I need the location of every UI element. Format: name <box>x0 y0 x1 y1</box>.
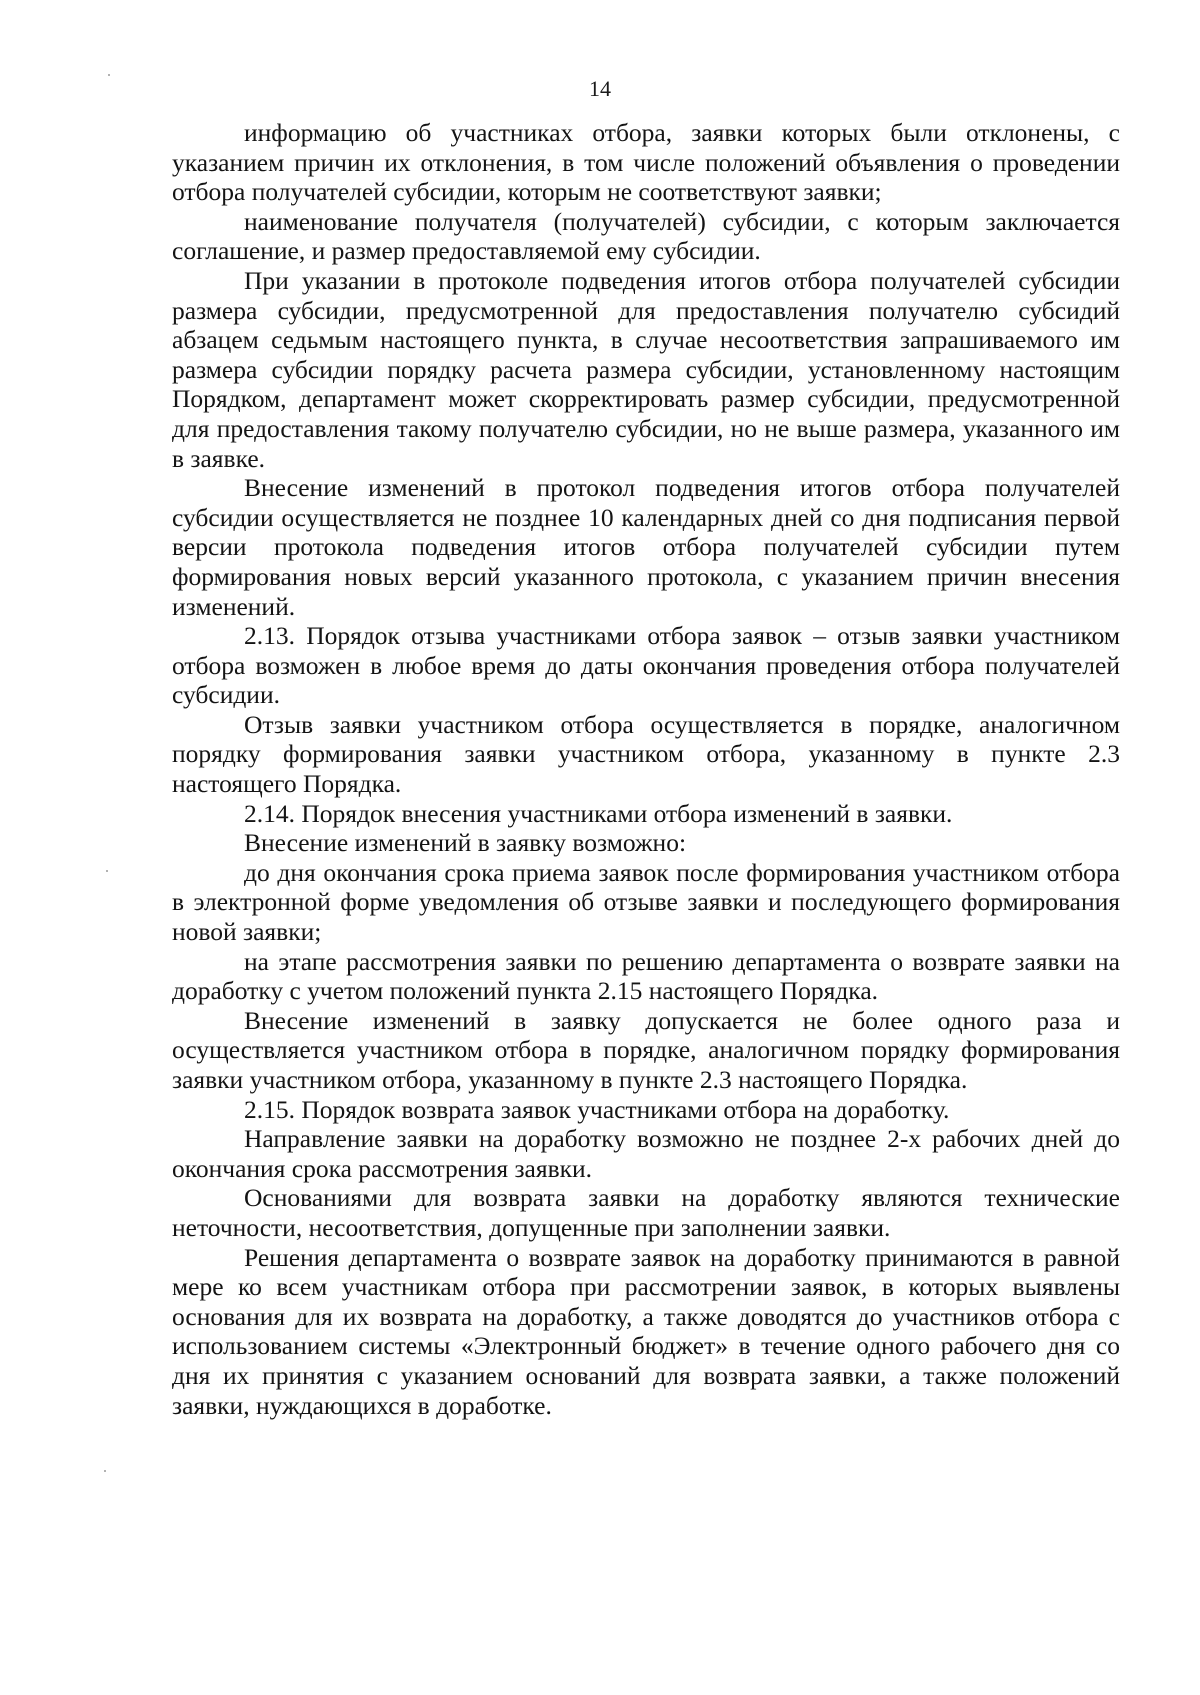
document-body <box>172 118 1120 1420</box>
paragraph: 2.13. Порядок отзыва участниками отбора заявок – отзыв заявки участником отбора возможен в любое время до даты окончания проведения отбора получателей субсидии. <box>172 621 1120 710</box>
scan-speck <box>104 1470 106 1472</box>
paragraph: наименование получателя (получателей) субсидии, с которым заключается соглашение, и размер предоставляемой ему субсидии. <box>172 206 1120 266</box>
page-number: 14 <box>589 76 611 101</box>
paragraph: Направление заявки на доработку возможно не позднее 2-х рабочих дней до окончания срока рассмотрения заявки. <box>172 1124 1120 1183</box>
paragraph: При указании в протоколе подведения итогов отбора получателей субсидии размера субсидии, предусмотренной для предоставления получателю субсидий абзацем седьмым настоящего пункта, в случае несоответствия запрашиваемого им размера субсидии порядку расчета размера субсидии, установленному настоящим Порядком, департамент может скорректировать размер субсидии, предусмотренной для предоставления такому получателю субсидии, но не выше размера, указанного им в заявке. <box>172 265 1120 473</box>
paragraph: Основаниями для возврата заявки на доработку являются технические неточности, несоответствия, допущенные при заполнении заявки. <box>172 1183 1120 1242</box>
paragraph: на этапе рассмотрения заявки по решению департамента о возврате заявки на доработку с учетом положений пункта 2.15 настоящего Порядка. <box>172 946 1120 1006</box>
paragraph: Внесение изменений в заявку возможно: <box>244 828 687 858</box>
paragraph: Внесение изменений в заявку допускается не более одного раза и осуществляется участником отбора в порядке, аналогичном порядку формирования заявки участником отбора, указанному в пункте 2.3 настоящего Порядка. <box>172 1005 1120 1094</box>
paragraph: 2.15. Порядок возврата заявок участниками отбора на доработку. <box>244 1094 950 1124</box>
paragraph: Решения департамента о возврате заявок на доработку принимаются в равной мере ко всем участникам отбора при рассмотрении заявок, в которых выявлены основания для их возврата на доработку, а также доводятся до участников отбора с использованием системы «Электронный бюджет» в течение одного рабочего дня со дня их принятия с указанием оснований для возврата заявки, а также положений заявки, нуждающихся в доработке. <box>172 1242 1120 1420</box>
paragraph: Отзыв заявки участником отбора осуществляется в порядке, аналогичном порядку формирования заявки участником отбора, указанному в пункте 2.3 настоящего Порядка. <box>172 709 1120 799</box>
scan-speck <box>106 870 108 872</box>
paragraph: до дня окончания срока приема заявок после формирования участником отбора в электронной форме уведомления об отзыве заявки и последующего формирования новой заявки; <box>172 857 1120 947</box>
paragraph: информацию об участниках отбора, заявки которых были отклонены, с указанием причин их отклонения, в том числе положений объявления о проведении отбора получателей субсидии, которым не соответствуют заявки; <box>172 118 1120 207</box>
paragraph: 2.14. Порядок внесения участниками отбора изменений в заявки. <box>244 798 953 828</box>
paragraph: Внесение изменений в протокол подведения итогов отбора получателей субсидии осуществляется не позднее 10 календарных дней со дня подписания первой версии протокола подведения итогов отбора получателей субсидии путем формирования новых версий указанного протокола, с указанием причин внесения изменений. <box>172 473 1120 621</box>
